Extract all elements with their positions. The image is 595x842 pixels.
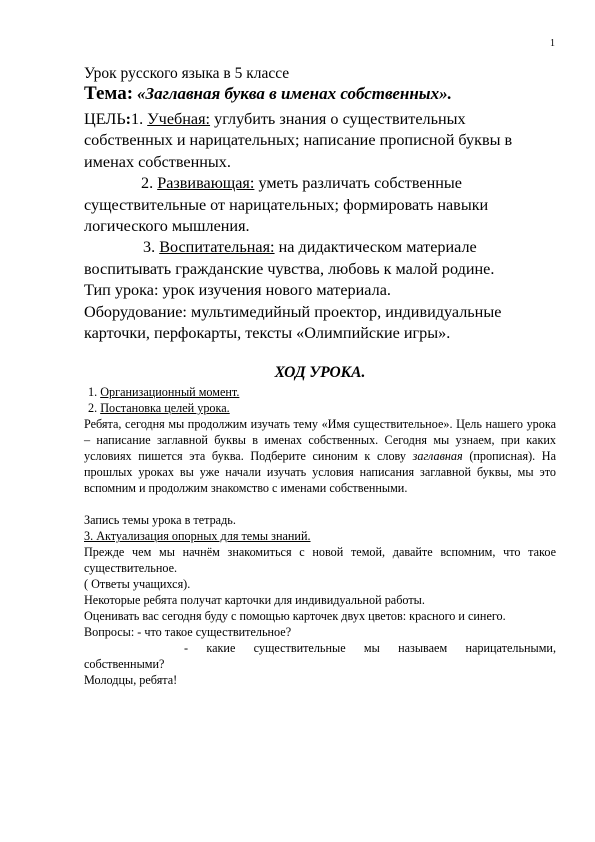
answers-line: ( Ответы учащихся).	[84, 577, 191, 592]
goal-2	[84, 173, 556, 237]
intro-text-a: Ребята, сегодня мы продолжим изучать тему «Имя существительное». Цель нашего урока – написание заглавной буквы в именах собственных. Сегодня мы узнаем, при каких условиях пишется эта буква. Подберите синоним к слову	[84, 417, 556, 464]
document-body	[84, 64, 556, 688]
lesson-type: Тип урока: урок изучения нового материала.	[84, 281, 391, 300]
equipment: Оборудование: мультимедийный проектор, индивидуальные карточки, перфокарты, тексты «Олимпийские игры».	[84, 302, 502, 343]
plan-item-2-number: 2.	[88, 401, 101, 416]
plan-item-2-label: Постановка целей урока.	[100, 401, 230, 416]
goal-3	[84, 237, 556, 280]
topic-text: «Заглавная буква в именах собственных».	[137, 84, 452, 103]
page-number: 1	[550, 38, 555, 49]
plan-item-1-number: 1.	[88, 385, 101, 400]
goal-3-number: 3.	[143, 238, 160, 257]
topic-label: Тема:	[84, 83, 134, 104]
grading-line: Оценивать вас сегодня буду с помощью карточек двух цветов: красного и синего.	[84, 609, 506, 624]
plan-item-1-label: Организационный момент.	[100, 385, 240, 400]
goals-label: ЦЕЛЬ	[84, 110, 126, 128]
spacer	[84, 496, 556, 512]
goal-1-label: Учебная:	[147, 110, 211, 128]
intro-text-b: (прописная). На прошлых уроках вы уже начали изучать условия написания заглавной буквы, мы это вспомним и продолжим знакомство с именами собственными.	[84, 449, 557, 496]
before-paragraph: Прежде чем мы начнём знакомиться с новой темой, давайте вспомним, что такое существительное.	[84, 545, 556, 576]
plan-item-3: 3. Актуализация опорных для темы знаний.	[84, 529, 311, 544]
plan-item-1	[84, 384, 556, 400]
course-content	[84, 384, 556, 688]
question-1: Вопросы: - что такое существительное?	[84, 625, 292, 640]
goals-colon: :	[125, 110, 132, 128]
goal-3-label: Воспитательная:	[159, 238, 275, 257]
goal-3-text: на дидактическом материале воспитывать гражданские чувства, любовь к малой родине.	[84, 238, 495, 278]
notebook-line: Запись темы урока в тетрадь.	[84, 513, 236, 528]
topic-heading	[84, 83, 556, 105]
intro-italic-word: заглавная	[412, 449, 463, 464]
lesson-line: Урок русского языка в 5 классе	[84, 65, 290, 82]
goal-2-label: Развивающая:	[157, 174, 255, 193]
praise-line: Молодцы, ребята!	[84, 673, 178, 688]
goal-1-number: 1.	[131, 110, 148, 128]
course-title: ХОД УРОКА.	[274, 364, 366, 382]
goal-2-number: 2.	[141, 174, 158, 193]
question-2: - какие существительные мы называем нарицательными, собственными?	[84, 641, 556, 672]
plan-item-2	[84, 400, 556, 416]
goal-2-text: уметь различать собственные существительные от нарицательных; формировать навыки логического мышления.	[84, 174, 489, 236]
intro-paragraph	[84, 416, 556, 496]
goal-1-text: углубить знания о существительных собственных и нарицательных; написание прописной буквы в именах собственных.	[84, 110, 513, 171]
goal-1	[84, 109, 556, 173]
cards-line: Некоторые ребята получат карточки для индивидуальной работы.	[84, 593, 425, 608]
